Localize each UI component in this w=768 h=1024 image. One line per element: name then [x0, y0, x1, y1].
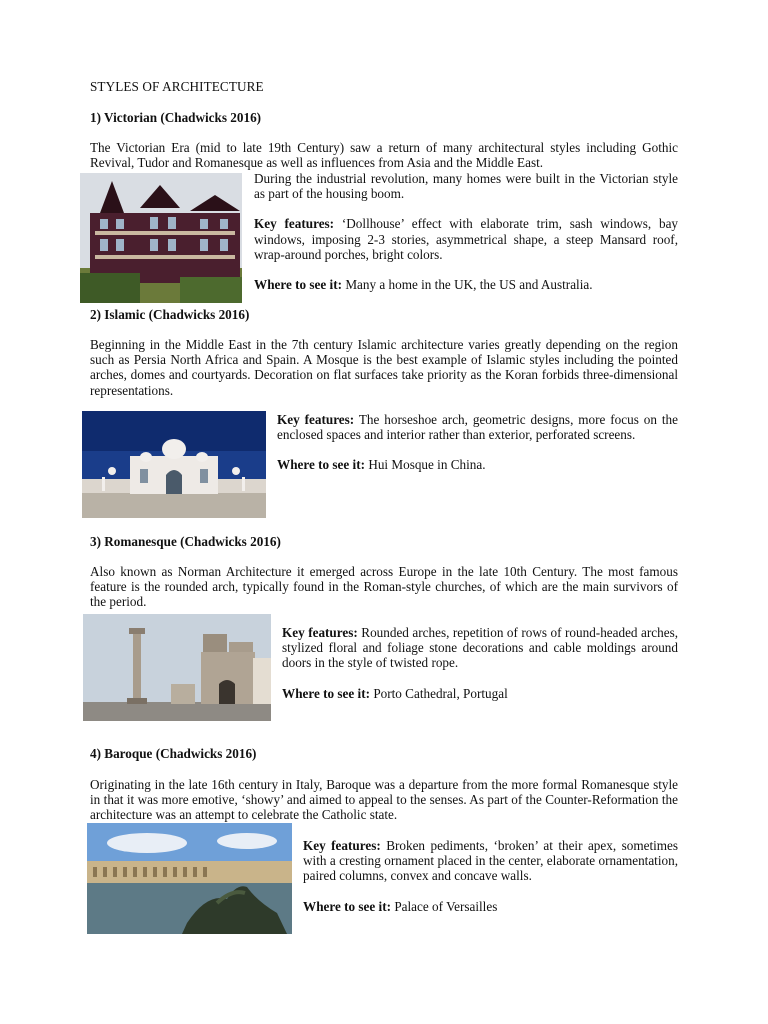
baroque-key-features [303, 838, 678, 884]
key-features-label: Key features: [282, 625, 358, 640]
islamic-key-text: The horseshoe arch, geometric designs, more focus on the enclosed spaces and interior rather than exterior, perforated screens. [277, 412, 678, 443]
islamic-intro [90, 337, 678, 398]
document-title: STYLES OF ARCHITECTURE [90, 79, 264, 94]
victorian-intro-text: The Victorian Era (mid to late 19th Century) saw a return of many architectural styles including Gothic Revival, Tudor and Romanesque as well as influences from Asia and the Middle East. [90, 140, 678, 171]
baroque-versailles-image [87, 823, 292, 934]
baroque-intro-text: Originating in the late 16th century in Italy, Baroque was a departure from the more formal Romanesque style in that it was more emotive, ‘showy’ and aimed to appeal to the senses. As part of the Counter-Reformation the architecture was an attempt to celebrate the Catholic state. [90, 777, 678, 823]
where-label: Where to see it: [277, 457, 366, 473]
islamic-where [277, 457, 678, 472]
section-heading-islamic: 2) Islamic (Chadwicks 2016) [90, 307, 250, 322]
key-features-label: Key features: [303, 838, 381, 853]
victorian-house-image [80, 173, 242, 303]
islamic-intro-text: Beginning in the Middle East in the 7th century Islamic architecture varies greatly depending on the region such as Persia North Africa and Spain. A Mosque is the best example of Islamic styles including the pointed arches, domes and courtyards. Decoration on flat surfaces take priority as the Koran forbids three-dimensional representations. [90, 337, 678, 398]
islamic-key-features [277, 412, 678, 442]
key-features-label: Key features: [254, 216, 335, 232]
victorian-where-text: Many a home in the UK, the US and Australia. [345, 277, 593, 293]
romanesque-side-text [282, 625, 678, 716]
islamic-mosque-image [82, 411, 266, 518]
baroque-intro [90, 777, 678, 823]
romanesque-where [282, 686, 678, 701]
key-features-label: Key features: [277, 412, 355, 427]
baroque-key-text: Broken pediments, ‘broken’ at their apex, sometimes with a cresting ornament placed in the center, elaborate ornamentation, paired columns, convex and concave walls. [303, 838, 679, 884]
romanesque-where-text: Porto Cathedral, Portugal [373, 685, 508, 701]
islamic-where-text: Hui Mosque in China. [368, 457, 486, 473]
victorian-where [254, 277, 678, 292]
section-heading-romanesque: 3) Romanesque (Chadwicks 2016) [90, 534, 281, 549]
romanesque-intro-text: Also known as Norman Architecture it emerged across Europe in the late 10th Century. The most famous feature is the rounded arch, typically found in the Roman-style churches, of which are the main survivors of the period. [90, 564, 678, 610]
romanesque-key-text: Rounded arches, repetition of rows of round-headed arches, stylized floral and foliage stone decorations and cable moldings around doors in the style of twisted rope. [282, 625, 679, 671]
section-heading-baroque: 4) Baroque (Chadwicks 2016) [90, 746, 257, 761]
where-label: Where to see it: [303, 898, 392, 914]
victorian-key-text: ‘Dollhouse’ effect with elaborate trim, sash windows, bay windows, imposing 2-3 stories, asymmetrical shape, a steep Mansard roof, wrap-around porches, bright colors. [254, 216, 679, 262]
romanesque-intro [90, 564, 678, 610]
romanesque-key-features [282, 625, 678, 671]
where-label: Where to see it: [254, 277, 343, 293]
victorian-intro-wrap: During the industrial revolution, many homes were built in the Victorian style as part of the housing boom. [254, 171, 678, 202]
victorian-intro [90, 140, 678, 170]
baroque-where [303, 899, 678, 914]
where-label: Where to see it: [282, 685, 371, 701]
baroque-side-text [303, 838, 678, 929]
victorian-side-text [254, 171, 678, 307]
baroque-where-text: Palace of Versailles [394, 898, 498, 914]
section-heading-victorian: 1) Victorian (Chadwicks 2016) [90, 110, 262, 125]
romanesque-cathedral-image [83, 614, 271, 721]
islamic-side-text [277, 412, 678, 488]
victorian-key-features [254, 216, 678, 262]
